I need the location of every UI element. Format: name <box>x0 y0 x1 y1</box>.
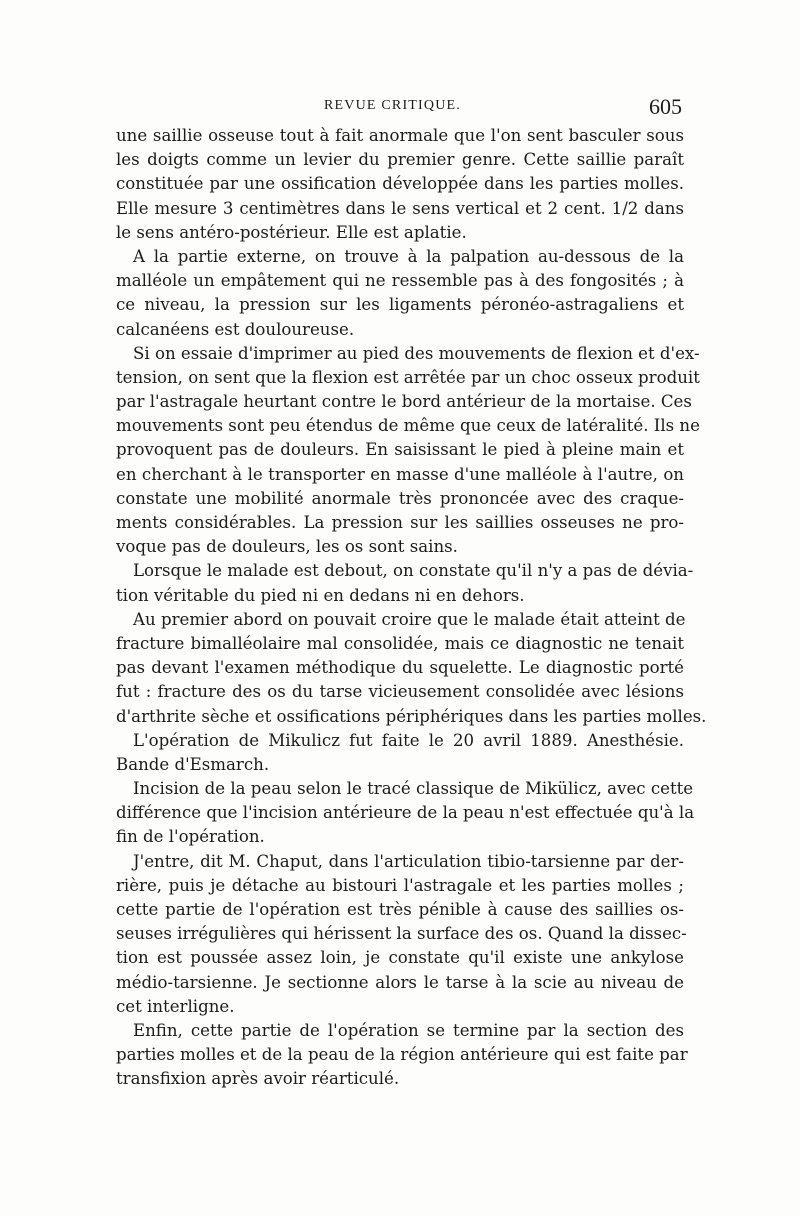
text-line: Elle mesure 3 centimètres dans le sens vertical et 2 cent. 1/2 dans <box>116 198 684 218</box>
text-line: par l'astragale heurtant contre le bord antérieur de la mortaise. Ces <box>116 392 692 412</box>
text-line: L'opération de Mikulicz fut faite le 20 avril 1889. Anesthésie. <box>133 730 684 750</box>
page-number: 605 <box>649 94 682 119</box>
text-line: constate une mobilité anormale très prononcée avec des craque- <box>116 488 684 508</box>
text-line: pas devant l'examen méthodique du squelette. Le diagnostic porté <box>116 658 684 678</box>
text-line: Lorsque le malade est debout, on constate qu'il n'y a pas de dévia- <box>133 561 694 581</box>
text-line: d'arthrite sèche et ossifications périphériques dans les parties molles. <box>116 706 707 726</box>
text-line: transfixion après avoir réarticulé. <box>116 1069 400 1089</box>
text-line: les doigts comme un levier du premier genre. Cette saillie paraît <box>116 150 684 170</box>
text-line: tension, on sent que la flexion est arrêtée par un choc osseux produit <box>116 367 700 387</box>
text-line: malléole un empâtement qui ne ressemble pas à des fongosités ; à <box>116 271 684 291</box>
text-line: cet interligne. <box>116 996 235 1016</box>
text-line: Si on essaie d'imprimer au pied des mouvements de flexion et d'ex- <box>133 343 700 363</box>
text-line: J'entre, dit M. Chaput, dans l'articulation tibio-tarsienne par der- <box>133 851 684 871</box>
body-text <box>116 124 707 1092</box>
text-line: en cherchant à le transporter en masse d'une malléole à l'autre, on <box>116 464 684 484</box>
text-line: voque pas de douleurs, les os sont sains. <box>116 537 458 557</box>
text-line: fut : fracture des os du tarse vicieusement consolidée avec lésions <box>116 682 684 702</box>
text-line: fracture bimalléolaire mal consolidée, mais ce diagnostic ne tenait <box>116 633 684 653</box>
text-line: rière, puis je détache au bistouri l'astragale et les parties molles ; <box>116 875 684 895</box>
text-line: différence que l'incision antérieure de la peau n'est effectuée qu'à la <box>116 803 695 823</box>
text-line: tion véritable du pied ni en dedans ni en dehors. <box>116 585 525 605</box>
running-title: REVUE CRITIQUE. <box>324 98 461 113</box>
text-line: une saillie osseuse tout à fait anormale que l'on sent basculer sous <box>116 126 684 145</box>
text-line: Enfin, cette partie de l'opération se termine par la section des <box>133 1020 684 1040</box>
text-line: provoquent pas de douleurs. En saisissant le pied à pleine main et <box>116 440 684 460</box>
text-line: constituée par une ossification développée dans les parties molles. <box>116 174 684 194</box>
text-line: ments considérables. La pression sur les saillies osseuses ne pro- <box>116 513 684 532</box>
running-header <box>116 94 682 124</box>
text-line: tion est poussée assez loin, je constate qu'il existe une ankylose <box>116 948 684 968</box>
text-line: le sens antéro-postérieur. Elle est aplatie. <box>116 222 467 242</box>
text-line: ce niveau, la pression sur les ligaments péronéo-astragaliens et <box>116 295 684 315</box>
text-line: médio-tarsienne. Je sectionne alors le tarse à la scie au niveau de <box>116 972 684 992</box>
text-line: mouvements sont peu étendus de même que ceux de latéralité. Ils ne <box>116 416 700 436</box>
text-line: parties molles et de la peau de la région antérieure qui est faite par <box>116 1045 688 1065</box>
text-line: fin de l'opération. <box>116 827 265 847</box>
text-line: seuses irrégulières qui hérissent la surface des os. Quand la dissec- <box>116 924 687 944</box>
text-line: Bande d'Esmarch. <box>116 754 270 774</box>
text-line: Incision de la peau selon le tracé classique de Mikülicz, avec cette <box>133 779 694 799</box>
text-line: cette partie de l'opération est très pénible à cause des saillies os- <box>116 900 684 919</box>
text-line: calcanéens est douloureuse. <box>116 319 355 339</box>
text-line: Au premier abord on pouvait croire que le malade était atteint de <box>133 609 686 629</box>
text-line: A la partie externe, on trouve à la palpation au-dessous de la <box>133 246 684 266</box>
